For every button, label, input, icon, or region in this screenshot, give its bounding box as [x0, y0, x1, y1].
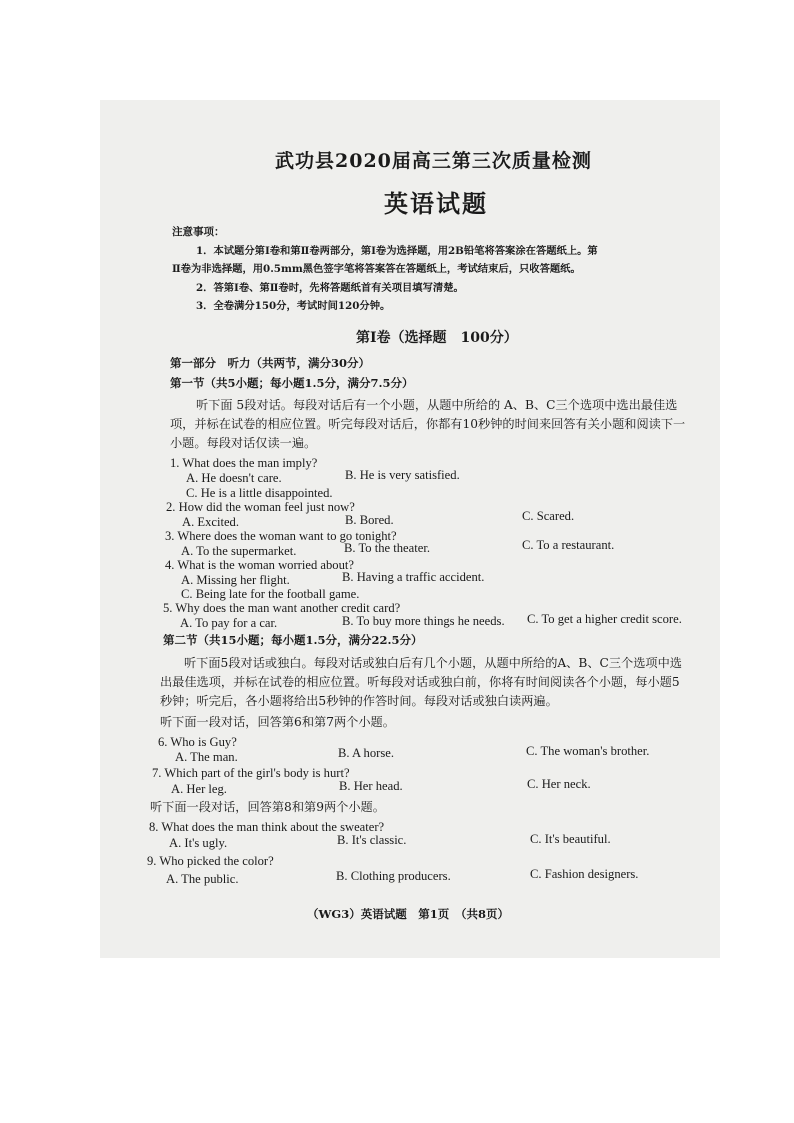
- instruction-line: 秒钟；听完后，各小题将给出5秒钟的作答时间。每段对话或独白读两遍。: [160, 694, 558, 708]
- volume-title: 第Ⅰ卷（选择题 100分）: [356, 330, 518, 346]
- option-b: B. Her head.: [339, 779, 403, 793]
- exam-title: 武功县2020届高三第三次质量检测: [275, 150, 592, 172]
- section-heading: 第一节（共5小题；每小题1.5分，满分7.5分）: [170, 376, 414, 390]
- option-a: A. He doesn't care.: [186, 471, 282, 485]
- option-a: A. Her leg.: [171, 782, 227, 796]
- option-c: C. Fashion designers.: [530, 867, 639, 881]
- option-a: A. Excited.: [182, 515, 240, 529]
- part-heading: 第一部分 听力（共两节，满分30分）: [170, 356, 371, 370]
- option-a: A. It's ugly.: [169, 836, 228, 850]
- subject-title: 英语试题: [384, 189, 488, 218]
- option-b: B. To buy more things he needs.: [342, 614, 505, 628]
- notice-heading: 注意事项：: [172, 226, 225, 238]
- option-a: A. To the supermarket.: [181, 544, 297, 558]
- question-text: 4. What is the woman worried about?: [165, 558, 354, 572]
- lead-text: 听下面一段对话，回答第6和第7两个小题。: [160, 715, 395, 729]
- question-text: 9. Who picked the color?: [147, 854, 274, 868]
- question-text: 6. Who is Guy?: [158, 735, 237, 749]
- option-c: C. Scared.: [522, 509, 575, 523]
- option-a: A. The man.: [175, 750, 238, 764]
- option-c: C. It's beautiful.: [530, 832, 611, 846]
- option-b: B. Clothing producers.: [336, 869, 451, 883]
- lead-text: 听下面一段对话，回答第8和第9两个小题。: [150, 800, 385, 814]
- option-b: B. Having a traffic accident.: [342, 570, 485, 584]
- option-b: B. A horse.: [338, 746, 394, 760]
- option-c: C. The woman's brother.: [526, 744, 650, 758]
- option-a: A. Missing her flight.: [181, 573, 290, 587]
- option-b: B. It's classic.: [337, 833, 407, 847]
- option-c: C. He is a little disappointed.: [186, 486, 333, 500]
- question-text: 8. What does the man think about the sweater?: [149, 820, 385, 834]
- instruction-line: 项，并标在试卷的相应位置。听完每段对话后，你都有10秒钟的时间来回答有关小题和阅读下一: [170, 417, 686, 431]
- page-footer: （WG3）英语试题 第1页 （共8页）: [307, 907, 509, 921]
- question-text: 2. How did the woman feel just now?: [166, 500, 355, 514]
- option-c: C. To a restaurant.: [522, 538, 615, 552]
- option-c: C. To get a higher credit score.: [527, 612, 682, 626]
- instruction-line: 出最佳选项，并标在试卷的相应位置。听每段对话或独白前，你将有时间阅读各个小题，每小题5: [160, 675, 680, 689]
- option-a: A. The public.: [166, 872, 239, 886]
- notice-line: 1．本试题分第Ⅰ卷和第Ⅱ卷两部分，第Ⅰ卷为选择题，用2B铅笔将答案涂在答题纸上。第: [196, 245, 598, 257]
- notice-line: 3．全卷满分150分，考试时间120分钟。: [196, 300, 391, 312]
- option-c: C. Being late for the football game.: [181, 587, 360, 601]
- notice-line: Ⅱ卷为非选择题，用0.5mm黑色签字笔将答案答在答题纸上，考试结束后，只收答题纸。: [172, 263, 581, 275]
- section-heading: 第二节（共15小题；每小题1.5分，满分22.5分）: [163, 633, 423, 647]
- option-b: B. He is very satisfied.: [345, 468, 460, 482]
- option-b: B. Bored.: [345, 513, 394, 527]
- instruction-line: 听下面 5段对话。每段对话后有一个小题，从题中所给的 A、B、C三个选项中选出最佳选: [196, 398, 678, 412]
- notice-line: 2．答第Ⅰ卷、第Ⅱ卷时，先将答题纸首有关项目填写清楚。: [196, 282, 464, 294]
- instruction-line: 听下面5段对话或独白。每段对话或独白后有几个小题，从题中所给的A、B、C三个选项中选: [184, 656, 682, 670]
- option-c: C. Her neck.: [527, 777, 591, 791]
- question-text: 3. Where does the woman want to go tonight?: [165, 529, 397, 543]
- question-text: 5. Why does the man want another credit card?: [163, 601, 401, 615]
- question-text: 1. What does the man imply?: [170, 456, 318, 470]
- option-b: B. To the theater.: [344, 541, 430, 555]
- option-a: A. To pay for a car.: [180, 616, 278, 630]
- instruction-line: 小题。每段对话仅读一遍。: [170, 436, 317, 450]
- question-text: 7. Which part of the girl's body is hurt?: [152, 766, 350, 780]
